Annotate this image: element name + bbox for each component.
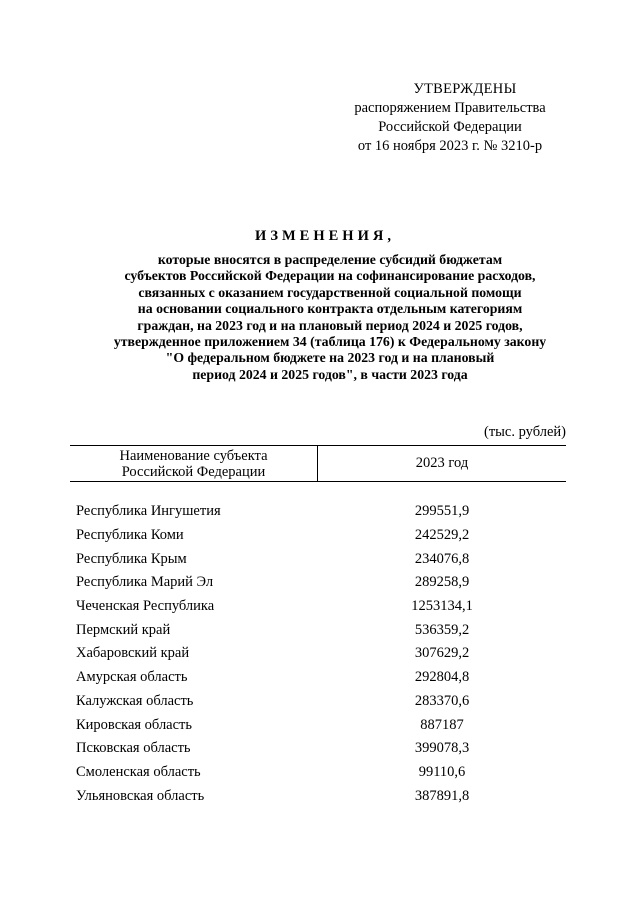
table-row xyxy=(70,642,566,666)
table-row xyxy=(70,690,566,714)
table-row xyxy=(70,784,566,808)
approval-date-line: от 16 ноября 2023 г. № 3210-р xyxy=(357,138,543,154)
region-name-cell: Псковская область xyxy=(76,740,191,757)
region-name-cell: Хабаровский край xyxy=(76,645,190,662)
amount-cell: 234076,8 xyxy=(414,550,470,567)
table-row xyxy=(70,761,566,785)
table-row xyxy=(70,618,566,642)
amount-cell: 1253134,1 xyxy=(411,598,473,615)
subtitle-line: которые вносятся в распределение субсидий бюджетам xyxy=(157,252,503,267)
amount-cell: 283370,6 xyxy=(414,692,470,709)
header-year: 2023 год xyxy=(415,455,469,471)
region-name-cell: Республика Крым xyxy=(76,550,187,567)
region-name-cell: Республика Ингушетия xyxy=(76,503,221,520)
table-row xyxy=(70,595,566,619)
amount-cell: 299551,9 xyxy=(414,503,470,520)
approval-government-line: Российской Федерации xyxy=(378,119,522,135)
region-name-cell: Республика Коми xyxy=(76,527,184,544)
amount-cell: 387891,8 xyxy=(414,787,470,804)
region-name-cell: Амурская область xyxy=(76,669,188,686)
table-row xyxy=(70,500,566,524)
approval-decree-line: распоряжением Правительства xyxy=(354,100,546,116)
approval-block xyxy=(330,80,570,156)
amount-cell: 99110,6 xyxy=(418,763,466,780)
header-region-name xyxy=(70,446,318,481)
subtitle-line: период 2024 и 2025 годов", в части 2023 года xyxy=(192,366,468,382)
header-region-name-line: Наименование субъекта xyxy=(119,448,268,464)
region-name-cell: Ульяновская область xyxy=(76,787,205,804)
table-row xyxy=(70,666,566,690)
table-body xyxy=(70,500,566,808)
amount-cell: 887187 xyxy=(420,716,464,733)
amount-cell: 307629,2 xyxy=(414,645,470,662)
amount-cell: 292804,8 xyxy=(414,669,470,686)
region-name-cell: Республика Марий Эл xyxy=(76,574,214,591)
header-region-name-line: Российской Федерации xyxy=(121,464,266,480)
amount-cell: 242529,2 xyxy=(414,527,470,544)
region-name-cell: Кировская область xyxy=(76,716,193,733)
subtitle-line: связанных с оказанием государственной социальной помощи xyxy=(138,284,522,300)
region-name-cell: Чеченская Республика xyxy=(76,598,215,615)
approval-heading: УТВЕРЖДЕНЫ xyxy=(413,81,517,97)
table-row xyxy=(70,547,566,571)
subsidy-table xyxy=(70,445,566,808)
subtitle-line: утвержденное приложением 34 (таблица 176) к Федеральному закону xyxy=(113,334,547,350)
table-row xyxy=(70,713,566,737)
table-row xyxy=(70,737,566,761)
subtitle-line: на основании социального контракта отдельным категориям xyxy=(137,301,523,317)
amount-cell: 399078,3 xyxy=(414,740,470,757)
document-title: ИЗМЕНЕНИЯ, xyxy=(255,228,395,244)
document-subtitle xyxy=(60,252,600,383)
region-name-cell: Калужская область xyxy=(76,692,194,709)
region-name-cell: Смоленская область xyxy=(76,763,201,780)
region-name-cell: Пермский край xyxy=(76,621,171,638)
subtitle-line: субъектов Российской Федерации на софинансирование расходов, xyxy=(124,268,536,284)
table-row xyxy=(70,571,566,595)
subtitle-line: граждан, на 2023 год и на плановый период 2024 и 2025 годов, xyxy=(137,317,523,333)
amount-cell: 289258,9 xyxy=(414,574,470,591)
table-row xyxy=(70,524,566,548)
table-header xyxy=(70,445,566,482)
subtitle-line: "О федеральном бюджете на 2023 год и на плановый xyxy=(165,350,495,366)
amount-cell: 536359,2 xyxy=(414,621,470,638)
units-label: (тыс. рублей) xyxy=(484,424,566,440)
